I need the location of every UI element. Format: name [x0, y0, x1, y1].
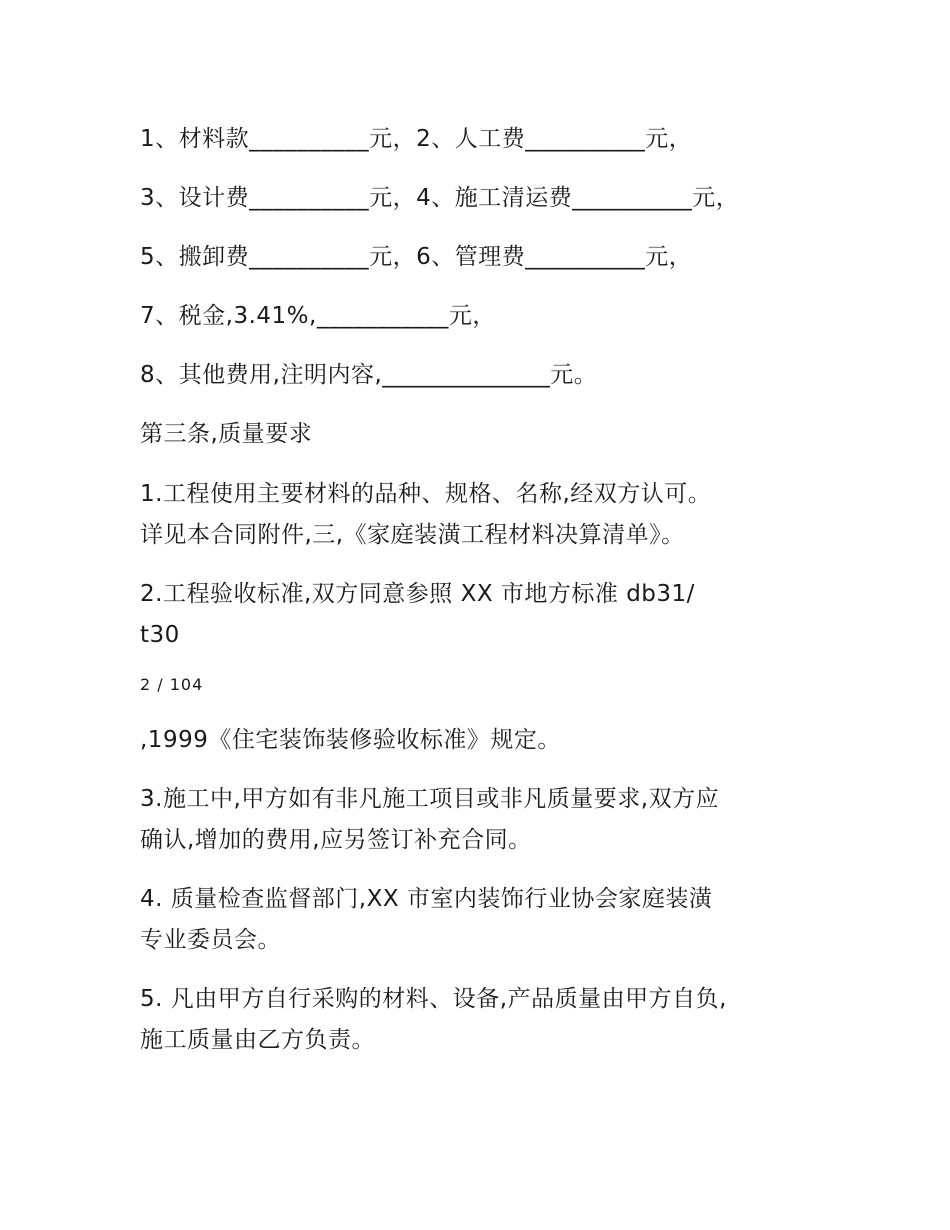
clause-3-line-2: 确认,增加的费用,应另签订补充合同。: [140, 827, 532, 853]
clause-4-line-2: 专业委员会。: [140, 927, 281, 953]
clause-2-line-3: ,1999《住宅装饰装修验收标准》规定。: [140, 727, 561, 753]
clause-2-line-1: 2.工程验收标准,双方同意参照 XX 市地方标准 db31/: [140, 581, 695, 607]
cost-line-3: 5、搬卸费__________元，6、管理费__________元，: [140, 244, 693, 270]
cost-line-1: 1、材料款__________元，2、人工费__________元，: [140, 126, 693, 152]
clause-3-line-1: 3.施工中,甲方如有非凡施工项目或非凡质量要求,双方应: [140, 786, 720, 812]
clause-1-line-2: 详见本合同附件,三,《家庭装潢工程材料决算清单》。: [140, 522, 685, 548]
cost-line-5: 8、其他费用,注明内容,______________元。: [140, 362, 598, 388]
page-number: 2 / 104: [140, 675, 204, 694]
clause-5-line-2: 施工质量由乙方负责。: [140, 1027, 375, 1053]
cost-line-4: 7、税金,3.41%,___________元，: [140, 303, 496, 329]
section-heading: 第三条,质量要求: [140, 421, 313, 447]
cost-line-2: 3、设计费__________元，4、施工清运费__________元，: [140, 185, 740, 211]
clause-5-line-1: 5. 凡由甲方自行采购的材料、设备,产品质量由甲方自负,: [140, 986, 727, 1012]
clause-4-line-1: 4. 质量检查监督部门,XX 市室内装饰行业协会家庭装潢: [140, 886, 713, 912]
clause-2-line-2: t30: [140, 622, 180, 648]
clause-1-line-1: 1.工程使用主要材料的品种、规格、名称,经双方认可。: [140, 481, 712, 507]
